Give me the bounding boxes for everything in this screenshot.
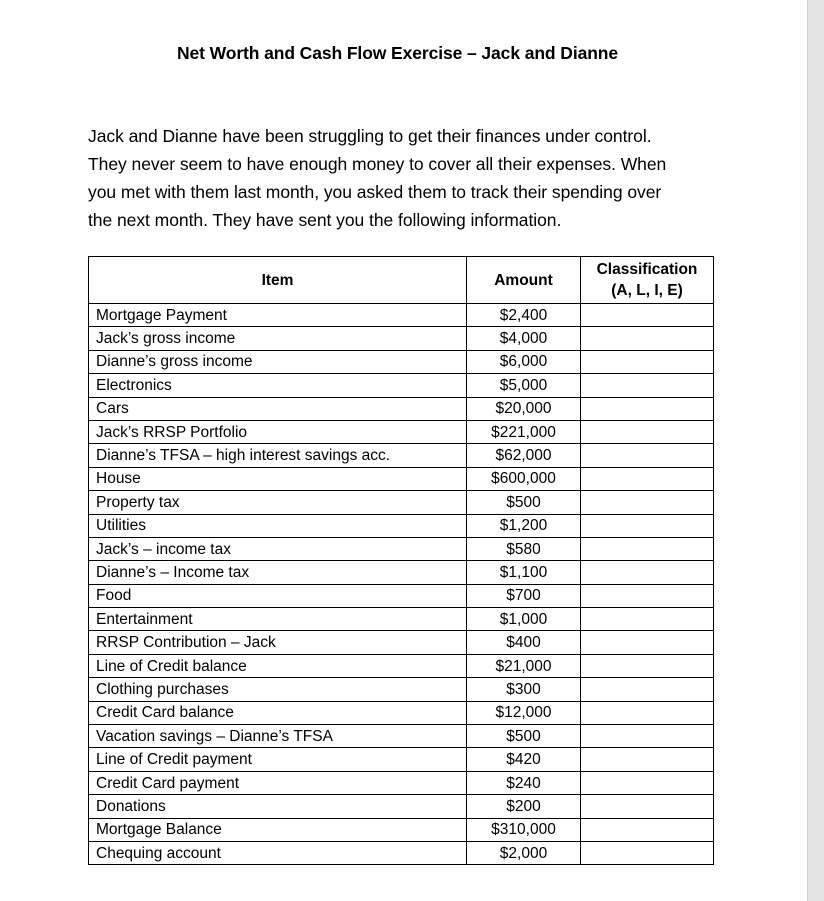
table-row bbox=[89, 701, 714, 724]
table-row bbox=[89, 304, 714, 327]
cell-classification[interactable] bbox=[581, 444, 714, 467]
column-header-item bbox=[89, 257, 467, 304]
cell-classification[interactable] bbox=[581, 608, 714, 631]
net-worth-cash-flow-table bbox=[88, 256, 714, 865]
cell-classification[interactable] bbox=[581, 818, 714, 841]
cell-classification[interactable] bbox=[581, 584, 714, 607]
table-row bbox=[89, 444, 714, 467]
cell-amount: $5,000 bbox=[467, 374, 581, 397]
cell-classification[interactable] bbox=[581, 397, 714, 420]
cell-classification[interactable] bbox=[581, 537, 714, 560]
cell-classification[interactable] bbox=[581, 304, 714, 327]
cell-item: Vacation savings – Dianne’s TFSA bbox=[89, 725, 467, 748]
table-row bbox=[89, 467, 714, 490]
table-row bbox=[89, 584, 714, 607]
cell-item: Line of Credit payment bbox=[89, 748, 467, 771]
cell-amount: $310,000 bbox=[467, 818, 581, 841]
table-row bbox=[89, 327, 714, 350]
table-row bbox=[89, 420, 714, 443]
cell-item: Jack’s gross income bbox=[89, 327, 467, 350]
column-header-classification-codes: (A, L, I, E) bbox=[611, 282, 683, 299]
cell-item: Entertainment bbox=[89, 608, 467, 631]
cell-amount: $12,000 bbox=[467, 701, 581, 724]
cell-item: Clothing purchases bbox=[89, 678, 467, 701]
cell-classification[interactable] bbox=[581, 491, 714, 514]
column-header-classification-label: Classification bbox=[596, 261, 698, 278]
cell-amount: $2,000 bbox=[467, 841, 581, 864]
cell-item: Jack’s RRSP Portfolio bbox=[89, 420, 467, 443]
cell-classification[interactable] bbox=[581, 725, 714, 748]
column-header-classification bbox=[581, 257, 714, 304]
cell-item: RRSP Contribution – Jack bbox=[89, 631, 467, 654]
column-header-amount-label: Amount bbox=[494, 271, 553, 289]
cell-item: Property tax bbox=[89, 491, 467, 514]
cell-item: Dianne’s gross income bbox=[89, 350, 467, 373]
cell-amount: $420 bbox=[467, 748, 581, 771]
table-row bbox=[89, 654, 714, 677]
cell-classification[interactable] bbox=[581, 701, 714, 724]
table-row bbox=[89, 818, 714, 841]
cell-classification[interactable] bbox=[581, 795, 714, 818]
cell-classification[interactable] bbox=[581, 678, 714, 701]
cell-item: Dianne’s TFSA – high interest savings acc. bbox=[89, 444, 467, 467]
cell-classification[interactable] bbox=[581, 748, 714, 771]
cell-amount: $580 bbox=[467, 537, 581, 560]
cell-amount: $21,000 bbox=[467, 654, 581, 677]
column-header-item-label: Item bbox=[261, 271, 294, 289]
table-row bbox=[89, 771, 714, 794]
table-row bbox=[89, 725, 714, 748]
cell-item: Line of Credit balance bbox=[89, 654, 467, 677]
cell-item: Utilities bbox=[89, 514, 467, 537]
cell-amount: $500 bbox=[467, 491, 581, 514]
cell-amount: $20,000 bbox=[467, 397, 581, 420]
cell-amount: $300 bbox=[467, 678, 581, 701]
cell-item: Credit Card payment bbox=[89, 771, 467, 794]
table-row bbox=[89, 608, 714, 631]
cell-item: Donations bbox=[89, 795, 467, 818]
column-header-amount bbox=[467, 257, 581, 304]
cell-amount: $1,000 bbox=[467, 608, 581, 631]
cell-item: Credit Card balance bbox=[89, 701, 467, 724]
table-row bbox=[89, 537, 714, 560]
cell-classification[interactable] bbox=[581, 467, 714, 490]
table-row bbox=[89, 514, 714, 537]
cell-amount: $62,000 bbox=[467, 444, 581, 467]
table-row bbox=[89, 374, 714, 397]
table-row bbox=[89, 491, 714, 514]
cell-amount: $700 bbox=[467, 584, 581, 607]
table-body bbox=[89, 304, 714, 865]
cell-item: Jack’s – income tax bbox=[89, 537, 467, 560]
cell-amount: $2,400 bbox=[467, 304, 581, 327]
table-header bbox=[89, 257, 714, 304]
table-row bbox=[89, 561, 714, 584]
cell-item: Electronics bbox=[89, 374, 467, 397]
table-header-row bbox=[89, 257, 714, 304]
cell-amount: $1,100 bbox=[467, 561, 581, 584]
cell-amount: $500 bbox=[467, 725, 581, 748]
cell-item: Cars bbox=[89, 397, 467, 420]
cell-amount: $6,000 bbox=[467, 350, 581, 373]
cell-classification[interactable] bbox=[581, 350, 714, 373]
cell-amount: $400 bbox=[467, 631, 581, 654]
cell-item: Dianne’s – Income tax bbox=[89, 561, 467, 584]
cell-amount: $200 bbox=[467, 795, 581, 818]
table-row bbox=[89, 748, 714, 771]
cell-item: House bbox=[89, 467, 467, 490]
table-row bbox=[89, 631, 714, 654]
intro-paragraph: Jack and Dianne have been struggling to get their finances under control. They never seem to have enough money to cover all their expenses. When you met with them last month, you asked them to track their spending over the next month. They have sent you the following information. bbox=[88, 125, 667, 231]
cell-amount: $221,000 bbox=[467, 420, 581, 443]
cell-classification[interactable] bbox=[581, 327, 714, 350]
cell-amount: $600,000 bbox=[467, 467, 581, 490]
page-title: Net Worth and Cash Flow Exercise – Jack and Dianne bbox=[176, 42, 619, 63]
cell-amount: $1,200 bbox=[467, 514, 581, 537]
cell-classification[interactable] bbox=[581, 631, 714, 654]
table-row bbox=[89, 678, 714, 701]
table-row bbox=[89, 795, 714, 818]
cell-amount: $4,000 bbox=[467, 327, 581, 350]
cell-item: Chequing account bbox=[89, 841, 467, 864]
cell-amount: $240 bbox=[467, 771, 581, 794]
cell-classification[interactable] bbox=[581, 420, 714, 443]
table-row bbox=[89, 350, 714, 373]
cell-classification[interactable] bbox=[581, 841, 714, 864]
cell-classification[interactable] bbox=[581, 771, 714, 794]
table-row bbox=[89, 397, 714, 420]
cell-item: Mortgage Payment bbox=[89, 304, 467, 327]
cell-item: Mortgage Balance bbox=[89, 818, 467, 841]
table-row bbox=[89, 841, 714, 864]
viewer-background bbox=[808, 0, 824, 901]
cell-classification[interactable] bbox=[581, 654, 714, 677]
cell-classification[interactable] bbox=[581, 514, 714, 537]
cell-item: Food bbox=[89, 584, 467, 607]
cell-classification[interactable] bbox=[581, 374, 714, 397]
cell-classification[interactable] bbox=[581, 561, 714, 584]
